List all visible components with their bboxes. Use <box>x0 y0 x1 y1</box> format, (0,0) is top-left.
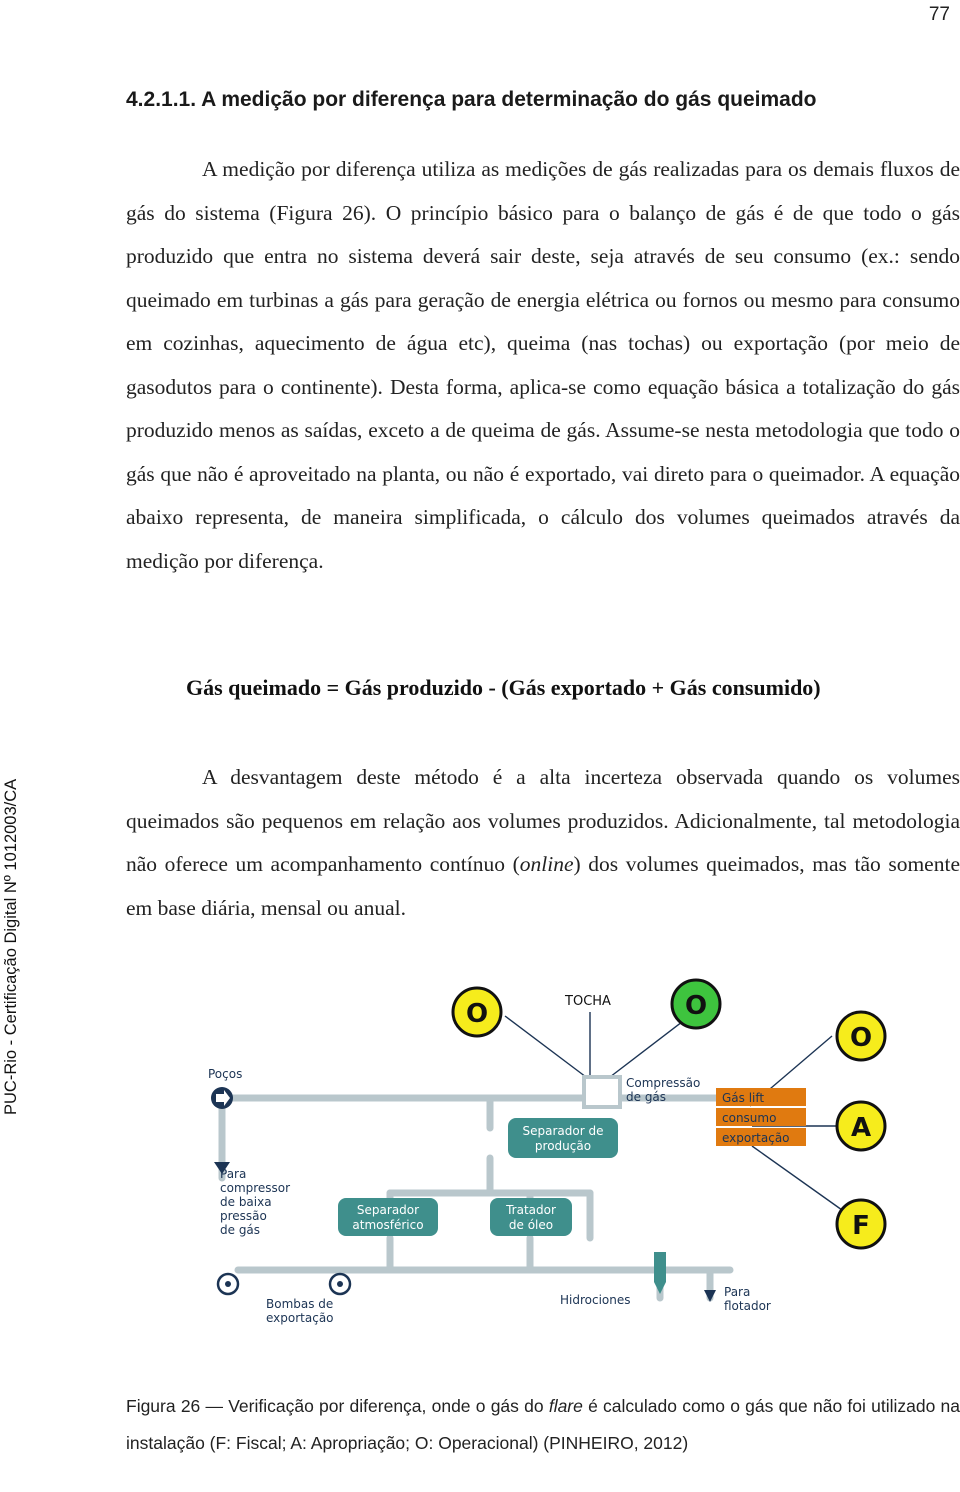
compressor-icon <box>584 1077 620 1107</box>
to-flotator-line2: flotador <box>724 1299 771 1313</box>
gas-lift-label: Gás lift <box>722 1091 765 1105</box>
wells-group <box>208 1067 242 1109</box>
flared-gas-equation: Gás queimado = Gás produzido - (Gás exportado + Gás consumido) <box>186 675 821 700</box>
flotator-arrow-icon <box>704 1290 716 1302</box>
badge-operational-1 <box>453 988 501 1036</box>
export-pumps-group <box>218 1274 350 1325</box>
badge-fiscal-letter: F <box>852 1211 870 1241</box>
paragraph-disadvantage-text-1: A desvantagem deste método é a alta incerteza observada quando os volumes queimados são pequenos em relação aos volumes produzidos. Adicionalmente, tal metodologia não oferece um acompanhamento contínuo ( <box>126 765 960 876</box>
badge-operational-3-letter: O <box>849 1023 873 1053</box>
oil-treater-line1: Tratador <box>506 1203 556 1217</box>
line-badge1-compression <box>505 1016 586 1077</box>
to-flotator-group <box>704 1285 771 1313</box>
to-compressor-line5: de gás <box>220 1223 261 1237</box>
badge-operational-3 <box>837 1012 885 1060</box>
low-pressure-compressor-group <box>214 1162 290 1237</box>
badge-fiscal <box>837 1200 885 1248</box>
badge-operational-2 <box>672 980 720 1028</box>
page-number: 77 <box>928 4 950 25</box>
compression-label-line2: de gás <box>626 1090 667 1104</box>
paragraph-method-description: A medição por diferença utiliza as medições de gás realizadas para os demais fluxos de gás do sistema (Figura 26). O princípio básico para o balanço de gás é de que todo o gás produzido que entra no sistema deverá sair deste, seja através de seu consumo (ex.: sendo queimado em turbinas a gás para geração de energia elétrica ou fornos ou mesmo para consumo em cozinhas, aquecimento de água etc), queima (nas tochas) ou exportação (por meio de gasodutos para o continente). Desta forma, aplica-se como equação básica a totalização do gás produzido menos as saídas, exceto a de queima de gás. Assume-se nesta metodologia que todo o gás que não é aproveitado na planta, ou não é exportado, vai direto para o queimador. A equação abaixo representa, de maneira simplificada, o cálculo dos volumes queimados através da medição por diferença. <box>126 157 960 573</box>
export-pumps-line2: exportação <box>266 1311 334 1325</box>
figure-caption <box>126 1388 960 1462</box>
paragraph-disadvantage <box>126 756 960 930</box>
caption-text-2: é calculado como o gás que não foi utilizado na instalação (F: Fiscal; A: Apropriação; O: Operacional) (PINHEIRO, 2012) <box>126 1396 960 1453</box>
gas-compression-group <box>584 1076 700 1107</box>
to-compressor-line3: de baixa <box>220 1195 272 1209</box>
compression-label-line1: Compressão <box>626 1076 701 1090</box>
to-flotator-line1: Para <box>724 1285 751 1299</box>
section-heading: 4.2.1.1. A medição por diferença para determinação do gás queimado <box>126 88 817 111</box>
to-compressor-line1: Para <box>220 1167 247 1181</box>
outputs-group <box>716 1088 806 1146</box>
export-pumps-line1: Bombas de <box>266 1297 334 1311</box>
oil-treater-line2: de óleo <box>508 1218 554 1232</box>
hydrocyclones-label: Hidrociones <box>560 1293 631 1307</box>
flare-term: flare <box>548 1396 583 1416</box>
production-separator <box>508 1118 618 1158</box>
tocha-label: TOCHA <box>565 994 611 1009</box>
caption-text-1: Figura 26 — Verificação por diferença, onde o gás do <box>126 1396 549 1416</box>
line-badgeF-exportacao <box>752 1146 842 1210</box>
production-separator-line1: Separador de <box>522 1124 604 1138</box>
atmospheric-separator-line1: Separador <box>356 1203 420 1217</box>
atmospheric-separator-line2: atmosférico <box>352 1218 424 1232</box>
production-separator-line2: produção <box>534 1139 592 1153</box>
badge-operational-2-letter: O <box>684 991 708 1021</box>
oil-treater <box>490 1198 572 1236</box>
consumption-label: consumo <box>722 1111 777 1125</box>
to-compressor-line4: pressão <box>220 1209 267 1223</box>
certification-stamp-text: PUC-Rio - Certificação Digital Nº 1012003/CA <box>2 778 20 1115</box>
badge-apropriacao-letter: A <box>850 1113 872 1143</box>
export-label: exportação <box>722 1131 790 1145</box>
paragraph-disadvantage-text-2: ) dos volumes queimados, mas tão somente em base diária, mensal ou anual. <box>126 852 960 920</box>
badge-apropriacao <box>837 1102 885 1150</box>
atmospheric-separator <box>338 1198 438 1236</box>
online-term: online <box>519 852 574 876</box>
badge-operational-1-letter: O <box>465 999 489 1029</box>
wells-label: Poços <box>208 1067 243 1081</box>
hydrocyclone-icon <box>654 1252 666 1282</box>
to-compressor-line2: compressor <box>220 1181 291 1195</box>
hydrocyclones-group <box>560 1252 666 1307</box>
gas-balance-diagram <box>190 978 910 1340</box>
pipes <box>222 1098 730 1298</box>
